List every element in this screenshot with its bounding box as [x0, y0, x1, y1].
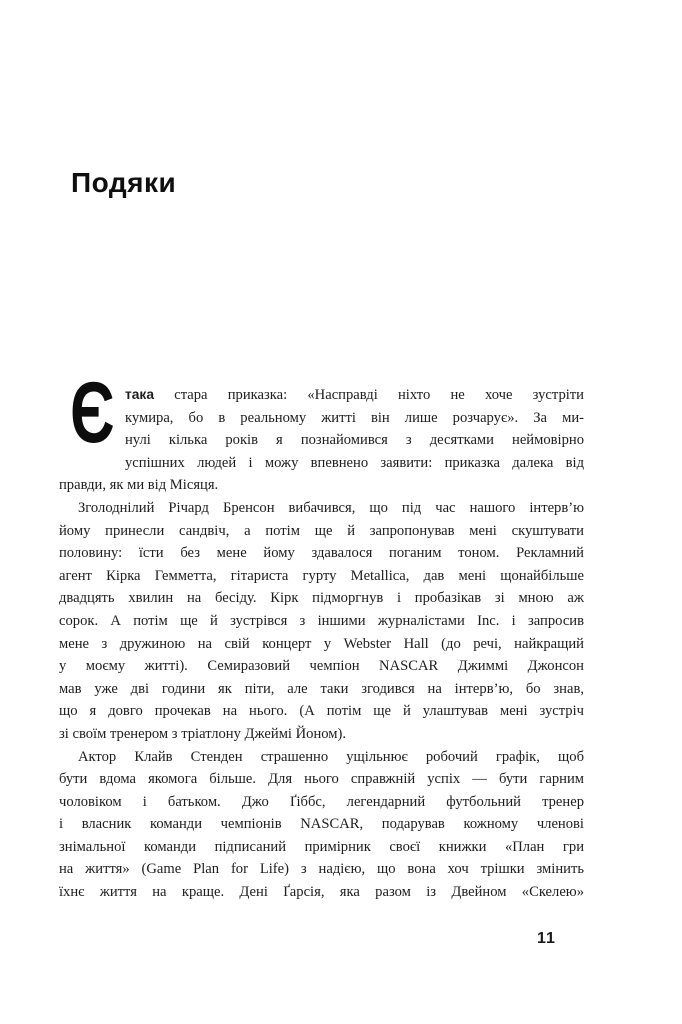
text-line: успішних людей і можу впевнено заявити: приказка далека від — [125, 454, 584, 471]
text-line: сорок. А потім ще й зустрівся з іншими журналістами Inc. і запросив — [59, 612, 584, 629]
paragraph — [59, 497, 584, 746]
text-line: їхнє життя на краще. Дені Ґарсія, яка разом із Двейном «Скелею» — [59, 884, 584, 901]
text-line: зі своїм тренером з тріатлону Джеймі Йоном). — [59, 725, 347, 742]
drop-cap: Є — [70, 365, 115, 461]
text-line: бути вдома якомога більше. Для нього справжній успіх — бути гарним — [59, 771, 584, 788]
text-line: що я довго прочекав на нього. (А потім ще й улаштував мені зустріч — [59, 703, 584, 720]
text-line: така стара приказка: «Насправді ніхто не хоче зустріти — [125, 387, 584, 403]
text-line: половину: їсти без мене йому здавалося поганим тоном. Рекламний — [59, 545, 584, 562]
body-text — [59, 365, 584, 904]
text-line: мене з дружиною на свій концерт у Webster Hall (до речі, найкращий — [59, 635, 584, 652]
text-line: йому принесли сандвіч, а потім ще й запропонував мені скуштувати — [59, 522, 584, 539]
chapter-title: Подяки — [71, 166, 177, 198]
text-line: правди, як ми від Місяця. — [59, 477, 219, 494]
page-number: 11 — [537, 930, 556, 947]
text-line: агент Кірка Гемметта, гітариста гурту Metallica, дав мені щонайбільше — [59, 567, 584, 584]
text-line: на життя» (Game Plan for Life) з надією, що вона хоч трішки змінить — [59, 861, 584, 878]
text-line: і власник команди чемпіонів NASCAR, подарував кожному членові — [59, 816, 584, 833]
text-line: двадцять хвилин на бесіду. Кірк підморгнув і пробазікав зі мною аж — [59, 590, 584, 607]
text-line: у моєму житті). Семиразовий чемпіон NASCAR Джиммі Джонсон — [59, 658, 584, 675]
bold-lead-word: така — [125, 387, 155, 402]
paragraph — [59, 746, 584, 904]
text-line: мав уже дві години як піти, але таки згодився на інтерв’ю, бо знав, — [59, 680, 584, 697]
text-line: знімальної команди підписаний примірник своєї книжки «План гри — [59, 838, 584, 855]
text-line: Актор Клайв Стенден страшенно ущільнює робочий графік, щоб — [78, 748, 584, 765]
text-line: кумира, бо в реальному житті він лише розчарує». За ми- — [125, 409, 584, 426]
text-line: нулі кілька років я познайомився з десятками неймовірно — [125, 432, 584, 449]
paragraph — [59, 365, 584, 497]
text-line: чоловіком і батьком. Джо Ґіббс, легендарний футбольний тренер — [59, 793, 584, 810]
text-line: Зголоднілий Річард Бренсон вибачився, що під час нашого інтерв’ю — [78, 499, 584, 516]
